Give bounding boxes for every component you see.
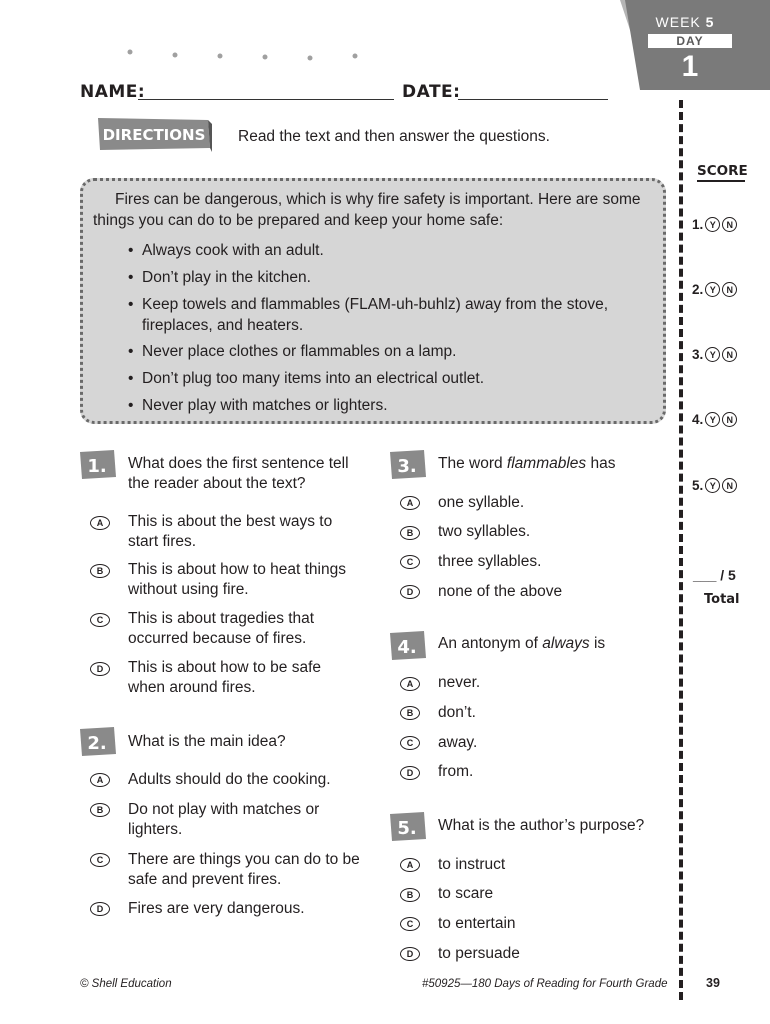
list-item: • Don’t plug too many items into an electrical outlet. (128, 370, 485, 387)
answer-option: Fires are very dangerous. (128, 900, 305, 917)
question-prompt-3: The word flammables has (438, 455, 616, 472)
question-number-4 (388, 630, 428, 662)
footer-book-title: #50925—180 Days of Reading for Fourth Grade (422, 978, 668, 990)
question-number-2 (78, 726, 118, 758)
answer-bubble[interactable]: A (90, 773, 110, 787)
answer-option: There are things you can do to be safe and prevent fires. (128, 851, 360, 888)
yes-bubble[interactable]: Y (705, 478, 720, 493)
answer-bubble[interactable]: B (90, 564, 110, 578)
answer-option: This is about tragedies that occurred because of fires. (128, 610, 315, 647)
passage-intro: Fires can be dangerous, which is why fire safety is important. Here are some things you can do to be prepared and keep your home safe: (93, 191, 641, 229)
answer-option: one syllable. (438, 494, 525, 511)
score-item-2: 2. Y N (692, 282, 737, 297)
date-label: DATE: (402, 82, 461, 102)
answer-option: to scare (438, 885, 494, 902)
answer-bubble[interactable]: A (400, 496, 420, 510)
list-item: • Never place clothes or flammables on a lamp. (128, 343, 457, 360)
answer-option: three syllables. (438, 553, 542, 570)
answer-bubble[interactable]: B (90, 803, 110, 817)
answer-option: never. (438, 674, 481, 691)
yes-bubble[interactable]: Y (705, 217, 720, 232)
directions-text: Read the text and then answer the questions. (238, 128, 550, 145)
no-bubble[interactable]: N (722, 478, 737, 493)
answer-bubble[interactable]: B (400, 888, 420, 902)
list-item: • Keep towels and flammables (FLAM-uh-buhlz) away from the stove, fireplaces, and heaters. (128, 296, 609, 334)
answer-bubble[interactable]: D (400, 766, 420, 780)
list-item: • Always cook with an adult. (128, 242, 324, 259)
yes-bubble[interactable]: Y (705, 347, 720, 362)
answer-bubble[interactable]: C (400, 555, 420, 569)
answer-option: to persuade (438, 945, 520, 962)
question-number-5 (388, 811, 428, 843)
answer-bubble[interactable]: B (400, 526, 420, 540)
score-item-1: 1. Y N (692, 217, 737, 232)
question-prompt-4: An antonym of always is (438, 635, 606, 652)
page-number: 39 (706, 976, 720, 990)
footer-copyright: © Shell Education (80, 978, 172, 990)
answer-bubble[interactable]: C (400, 917, 420, 931)
answer-bubble[interactable]: A (400, 677, 420, 691)
yes-bubble[interactable]: Y (705, 282, 720, 297)
answer-option: This is about how to be safe when around fires. (128, 659, 322, 696)
name-label: NAME: (80, 82, 146, 102)
answer-bubble[interactable]: C (400, 736, 420, 750)
score-divider (679, 100, 683, 1000)
week-label (640, 14, 730, 30)
no-bubble[interactable]: N (722, 347, 737, 362)
list-item: • Don’t play in the kitchen. (128, 269, 311, 286)
score-item-3: 3. Y N (692, 347, 737, 362)
question-prompt-2: What is the main idea? (128, 733, 286, 750)
answer-option: This is about the best ways to start fires. (128, 513, 333, 550)
question-prompt-1: What does the first sentence tell the reader about the text? (128, 455, 349, 492)
answer-option: Do not play with matches or lighters. (128, 801, 320, 838)
answer-option: don’t. (438, 704, 476, 721)
answer-bubble[interactable]: C (90, 853, 110, 867)
question-number-3 (388, 449, 428, 481)
answer-bubble[interactable]: D (400, 947, 420, 961)
answer-bubble[interactable]: B (400, 706, 420, 720)
svg-text:2.: 2. (87, 733, 107, 754)
date-field[interactable] (458, 99, 608, 100)
yes-bubble[interactable]: Y (705, 412, 720, 427)
answer-option: none of the above (438, 583, 563, 600)
list-item: • Never play with matches or lighters. (128, 397, 388, 414)
score-item-4: 4. Y N (692, 412, 737, 427)
answer-bubble[interactable]: A (90, 516, 110, 530)
svg-text:1.: 1. (87, 456, 107, 477)
answer-option: away. (438, 734, 478, 751)
answer-option: Adults should do the cooking. (128, 771, 331, 788)
answer-option: to instruct (438, 856, 506, 873)
score-title: SCORE (697, 163, 745, 182)
answer-bubble[interactable]: A (400, 858, 420, 872)
svg-text:DIRECTIONS: DIRECTIONS (102, 126, 206, 144)
question-number-1 (78, 449, 118, 481)
no-bubble[interactable]: N (722, 282, 737, 297)
answer-bubble[interactable]: D (90, 902, 110, 916)
day-label: DAY (648, 34, 732, 48)
answer-option: to entertain (438, 915, 516, 932)
answer-bubble[interactable]: C (90, 613, 110, 627)
answer-bubble[interactable]: D (400, 585, 420, 599)
no-bubble[interactable]: N (722, 412, 737, 427)
svg-text:5.: 5. (397, 818, 417, 839)
total-score-field[interactable]: ___ / 5 (693, 567, 736, 583)
week-number: 5 (705, 14, 715, 30)
answer-option: from. (438, 763, 474, 780)
day-number: 1 (681, 50, 699, 83)
svg-text:4.: 4. (397, 637, 417, 658)
answer-option: two syllables. (438, 523, 531, 540)
no-bubble[interactable]: N (722, 217, 737, 232)
answer-bubble[interactable]: D (90, 662, 110, 676)
week-word: WEEK (655, 14, 701, 30)
total-label: Total (704, 592, 740, 607)
name-field[interactable] (138, 99, 394, 100)
svg-text:3.: 3. (397, 456, 417, 477)
score-item-5: 5. Y N (692, 478, 737, 493)
answer-option: This is about how to heat things without using fire. (128, 561, 346, 598)
question-prompt-5: What is the author’s purpose? (438, 817, 645, 834)
directions-badge (96, 116, 212, 152)
